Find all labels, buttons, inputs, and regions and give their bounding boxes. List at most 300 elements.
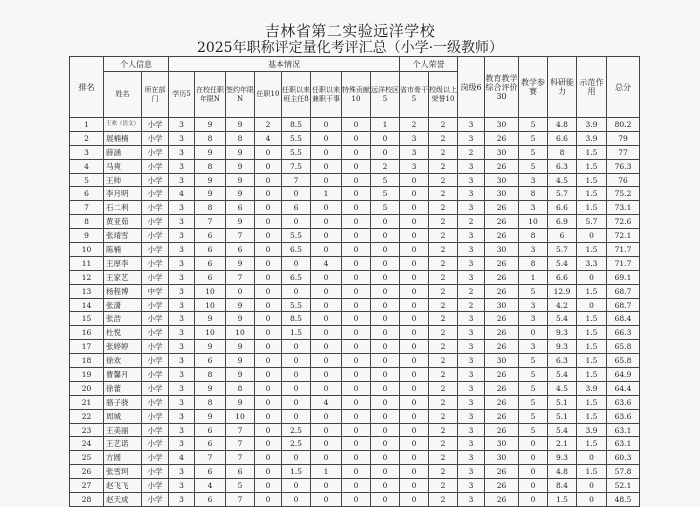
cell-research: 0 [519, 479, 548, 493]
cell-research: 1 [519, 270, 548, 284]
cell-contract-years: 9 [226, 145, 255, 159]
cell-research: 0 [519, 451, 548, 465]
cell-rank: 8 [70, 215, 104, 229]
cell-name: 王欢（语文） [104, 118, 142, 132]
cell-duty: 0 [255, 381, 282, 395]
cell-dept: 小学 [142, 270, 169, 284]
cell-research: 10 [519, 215, 548, 229]
cell-duty: 0 [255, 187, 282, 201]
cell-rank: 2 [70, 131, 104, 145]
header-special: 特殊贡献10 [342, 72, 371, 118]
cell-duty: 0 [255, 451, 282, 465]
cell-remote: 0 [371, 465, 400, 479]
cell-research: 5 [519, 118, 548, 132]
cell-special: 0 [342, 340, 371, 354]
cell-total: 68.4 [607, 312, 640, 326]
cell-rank: 9 [70, 229, 104, 243]
cell-provincial: 0 [400, 354, 429, 368]
cell-middle-cadre: 0 [311, 159, 342, 173]
cell-model: 1.5 [577, 437, 607, 451]
cell-contract-years: 7 [226, 451, 255, 465]
cell-dept: 小学 [142, 145, 169, 159]
cell-rank: 1 [70, 118, 104, 132]
cell-middle-cadre: 0 [311, 201, 342, 215]
cell-school-honor: 2 [429, 173, 458, 187]
cell-dept: 小学 [142, 159, 169, 173]
cell-middle-cadre: 1 [311, 187, 342, 201]
cell-teaching-eval: 26 [485, 326, 519, 340]
cell-rank: 21 [70, 395, 104, 409]
cell-post: 3 [458, 423, 485, 437]
cell-school-years: 6 [195, 229, 226, 243]
cell-edu: 3 [169, 326, 195, 340]
cell-ability: 6.9 [548, 215, 577, 229]
cell-post: 3 [458, 451, 485, 465]
cell-total: 66.3 [607, 326, 640, 340]
cell-dept: 小学 [142, 437, 169, 451]
cell-name: 周城 [104, 409, 142, 423]
table-row [70, 270, 640, 284]
cell-middle-cadre: 0 [311, 493, 342, 507]
cell-school-honor: 2 [429, 423, 458, 437]
cell-special: 0 [342, 409, 371, 423]
cell-contract-years: 9 [226, 354, 255, 368]
cell-middle-cadre: 0 [311, 437, 342, 451]
cell-model: 1.5 [577, 312, 607, 326]
cell-contract-years: 9 [226, 187, 255, 201]
cell-ability: 9.3 [548, 340, 577, 354]
cell-research: 3 [519, 298, 548, 312]
cell-name: 王艺诺 [104, 437, 142, 451]
cell-school-honor: 2 [429, 340, 458, 354]
cell-ability: 5.7 [548, 243, 577, 257]
cell-head-teacher: 1.5 [282, 326, 311, 340]
cell-special: 0 [342, 423, 371, 437]
cell-edu: 3 [169, 409, 195, 423]
cell-dept: 小学 [142, 256, 169, 270]
header-middle-cadre: 任职以来兼职干事 [311, 72, 342, 118]
cell-edu: 3 [169, 437, 195, 451]
header-model: 示范作用 [577, 57, 607, 118]
cell-contract-years: 9 [226, 340, 255, 354]
table-row [70, 395, 640, 409]
cell-dept: 小学 [142, 201, 169, 215]
cell-middle-cadre: 0 [311, 145, 342, 159]
cell-head-teacher: 0 [282, 256, 311, 270]
cell-ability: 6.3 [548, 354, 577, 368]
group-basic: 基本情况 [169, 57, 400, 72]
cell-school-honor: 2 [429, 270, 458, 284]
cell-middle-cadre: 0 [311, 451, 342, 465]
cell-duty: 0 [255, 243, 282, 257]
cell-teaching-eval: 26 [485, 368, 519, 382]
cell-total: 69.1 [607, 270, 640, 284]
cell-model: 0 [577, 479, 607, 493]
cell-provincial: 0 [400, 173, 429, 187]
cell-edu: 3 [169, 493, 195, 507]
cell-post: 3 [458, 256, 485, 270]
cell-model: 1.5 [577, 145, 607, 159]
score-table-body [70, 118, 640, 507]
cell-head-teacher: 7 [282, 173, 311, 187]
cell-school-years: 6 [195, 270, 226, 284]
cell-contract-years: 7 [226, 437, 255, 451]
cell-post: 3 [458, 131, 485, 145]
cell-rank: 26 [70, 465, 104, 479]
cell-school-years: 8 [195, 159, 226, 173]
cell-head-teacher: 8.5 [282, 118, 311, 132]
cell-ability: 4.5 [548, 173, 577, 187]
cell-remote: 0 [371, 423, 400, 437]
cell-school-years: 6 [195, 465, 226, 479]
cell-provincial: 0 [400, 229, 429, 243]
cell-dept: 小学 [142, 423, 169, 437]
cell-ability: 5.4 [548, 368, 577, 382]
table-row [70, 131, 640, 145]
table-row [70, 409, 640, 423]
cell-teaching-eval: 30 [485, 243, 519, 257]
cell-research: 0 [519, 326, 548, 340]
cell-research: 8 [519, 256, 548, 270]
cell-contract-years: 10 [226, 326, 255, 340]
cell-total: 63.1 [607, 437, 640, 451]
cell-school-years: 10 [195, 298, 226, 312]
cell-ability: 9.3 [548, 326, 577, 340]
cell-teaching-eval: 26 [485, 465, 519, 479]
header-remote: 远洋校区5 [371, 72, 400, 118]
cell-dept: 小学 [142, 173, 169, 187]
cell-name: 薛涵 [104, 145, 142, 159]
cell-name: 王家艺 [104, 270, 142, 284]
cell-special: 0 [342, 465, 371, 479]
cell-name: 骆子骁 [104, 395, 142, 409]
cell-model: 1.5 [577, 201, 607, 215]
cell-remote: 0 [371, 284, 400, 298]
cell-model: 0 [577, 229, 607, 243]
cell-head-teacher: 6 [282, 201, 311, 215]
cell-ability: 5.7 [548, 187, 577, 201]
cell-contract-years: 6 [226, 243, 255, 257]
cell-research: 3 [519, 173, 548, 187]
cell-name: 赵飞飞 [104, 479, 142, 493]
header-dept: 所在部门 [142, 72, 169, 118]
cell-name: 张潇 [104, 298, 142, 312]
cell-name: 张雪珂 [104, 465, 142, 479]
cell-name: 杜悦 [104, 326, 142, 340]
cell-school-years: 9 [195, 340, 226, 354]
cell-model: 3.9 [577, 381, 607, 395]
cell-school-honor: 2 [429, 118, 458, 132]
cell-provincial: 0 [400, 284, 429, 298]
cell-ability: 6 [548, 229, 577, 243]
cell-provincial: 0 [400, 409, 429, 423]
cell-school-honor: 2 [429, 131, 458, 145]
cell-edu: 3 [169, 465, 195, 479]
cell-special: 0 [342, 270, 371, 284]
cell-school-honor: 2 [429, 368, 458, 382]
cell-total: 72.6 [607, 215, 640, 229]
cell-total: 64.4 [607, 381, 640, 395]
cell-model: 3.9 [577, 118, 607, 132]
cell-model: 0 [577, 270, 607, 284]
cell-dept: 小学 [142, 368, 169, 382]
cell-research: 3 [519, 340, 548, 354]
cell-middle-cadre: 0 [311, 173, 342, 187]
cell-name: 杨程博 [104, 284, 142, 298]
cell-rank: 15 [70, 312, 104, 326]
cell-school-years: 6 [195, 354, 226, 368]
cell-research: 5 [519, 395, 548, 409]
cell-duty: 2 [255, 118, 282, 132]
cell-school-honor: 2 [429, 256, 458, 270]
cell-model: 1.5 [577, 159, 607, 173]
cell-contract-years: 9 [226, 298, 255, 312]
cell-remote: 0 [371, 256, 400, 270]
cell-school-years: 8 [195, 201, 226, 215]
cell-special: 0 [342, 479, 371, 493]
cell-name: 王美丽 [104, 423, 142, 437]
cell-duty: 0 [255, 326, 282, 340]
cell-model: 3.9 [577, 423, 607, 437]
group-personal-info: 个人信息 [104, 57, 169, 72]
cell-teaching-eval: 30 [485, 173, 519, 187]
cell-school-honor: 2 [429, 312, 458, 326]
cell-school-honor: 2 [429, 229, 458, 243]
table-row [70, 243, 640, 257]
cell-contract-years: 9 [226, 256, 255, 270]
cell-dept: 小学 [142, 479, 169, 493]
cell-total: 63.1 [607, 423, 640, 437]
cell-special: 0 [342, 381, 371, 395]
cell-rank: 19 [70, 368, 104, 382]
cell-middle-cadre: 0 [311, 312, 342, 326]
cell-school-honor: 2 [429, 215, 458, 229]
cell-school-honor: 2 [429, 354, 458, 368]
cell-duty: 0 [255, 423, 282, 437]
cell-middle-cadre: 0 [311, 270, 342, 284]
cell-remote: 0 [371, 437, 400, 451]
cell-model: 1.5 [577, 187, 607, 201]
cell-school-years: 8 [195, 368, 226, 382]
cell-provincial: 0 [400, 312, 429, 326]
cell-dept: 中学 [142, 284, 169, 298]
header-rank: 排名 [70, 57, 104, 118]
cell-name: 曹馨月 [104, 368, 142, 382]
cell-contract-years: 9 [226, 159, 255, 173]
cell-duty: 0 [255, 270, 282, 284]
cell-special: 0 [342, 201, 371, 215]
cell-head-teacher: 0 [282, 354, 311, 368]
cell-post: 3 [458, 340, 485, 354]
table-row [70, 229, 640, 243]
cell-provincial: 0 [400, 451, 429, 465]
cell-research: 3 [519, 243, 548, 257]
cell-rank: 14 [70, 298, 104, 312]
table-row [70, 423, 640, 437]
cell-head-teacher: 6.5 [282, 270, 311, 284]
cell-head-teacher: 0 [282, 395, 311, 409]
cell-edu: 3 [169, 229, 195, 243]
cell-research: 5 [519, 131, 548, 145]
cell-rank: 28 [70, 493, 104, 507]
cell-head-teacher: 0 [282, 187, 311, 201]
cell-total: 60.3 [607, 451, 640, 465]
cell-duty: 0 [255, 368, 282, 382]
cell-post: 2 [458, 298, 485, 312]
cell-teaching-eval: 26 [485, 409, 519, 423]
cell-teaching-eval: 26 [485, 215, 519, 229]
cell-ability: 5.4 [548, 423, 577, 437]
cell-total: 52.1 [607, 479, 640, 493]
cell-post: 3 [458, 395, 485, 409]
cell-middle-cadre: 1 [311, 465, 342, 479]
cell-school-years: 8 [195, 395, 226, 409]
score-table [69, 56, 640, 507]
cell-edu: 3 [169, 423, 195, 437]
cell-model: 1.5 [577, 326, 607, 340]
cell-provincial: 0 [400, 215, 429, 229]
cell-head-teacher: 2.5 [282, 423, 311, 437]
cell-teaching-eval: 26 [485, 312, 519, 326]
cell-remote: 0 [371, 395, 400, 409]
cell-special: 0 [342, 187, 371, 201]
cell-special: 0 [342, 256, 371, 270]
document-subtitle: 2025年职称评定量化考评汇总（小学·一级教师） [196, 40, 504, 56]
cell-head-teacher: 0 [282, 368, 311, 382]
cell-research: 3 [519, 201, 548, 215]
cell-teaching-eval: 30 [485, 437, 519, 451]
cell-middle-cadre: 0 [311, 326, 342, 340]
cell-total: 68.7 [607, 284, 640, 298]
header-school-honor: 校级以上荣誉10 [429, 72, 458, 118]
cell-name: 展楠楠 [104, 131, 142, 145]
cell-school-honor: 2 [429, 298, 458, 312]
cell-edu: 3 [169, 173, 195, 187]
cell-rank: 24 [70, 437, 104, 451]
cell-remote: 0 [371, 270, 400, 284]
cell-research: 5 [519, 145, 548, 159]
cell-ability: 1.5 [548, 493, 577, 507]
cell-dept: 小学 [142, 451, 169, 465]
cell-contract-years: 9 [226, 395, 255, 409]
cell-remote: 0 [371, 354, 400, 368]
cell-rank: 3 [70, 145, 104, 159]
cell-ability: 2.1 [548, 437, 577, 451]
group-honor: 个人荣誉 [400, 57, 458, 72]
header-duty: 任职10 [255, 72, 282, 118]
cell-ability: 5.4 [548, 312, 577, 326]
cell-edu: 3 [169, 312, 195, 326]
cell-total: 80.2 [607, 118, 640, 132]
cell-edu: 3 [169, 145, 195, 159]
cell-model: 0 [577, 451, 607, 465]
cell-middle-cadre: 0 [311, 284, 342, 298]
cell-school-years: 6 [195, 256, 226, 270]
cell-teaching-eval: 30 [485, 118, 519, 132]
cell-remote: 0 [371, 493, 400, 507]
cell-head-teacher: 8.5 [282, 312, 311, 326]
cell-remote: 0 [371, 131, 400, 145]
cell-dept: 小学 [142, 131, 169, 145]
cell-special: 0 [342, 451, 371, 465]
header-school-years: 在校任职年限N [195, 72, 226, 118]
cell-post: 3 [458, 326, 485, 340]
cell-duty: 0 [255, 395, 282, 409]
cell-provincial: 0 [400, 270, 429, 284]
header-contract-years: 签约年限N [226, 72, 255, 118]
cell-remote: 0 [371, 243, 400, 257]
cell-edu: 3 [169, 395, 195, 409]
cell-model: 0 [577, 493, 607, 507]
cell-head-teacher: 0 [282, 479, 311, 493]
cell-ability: 6.6 [548, 201, 577, 215]
cell-post: 2 [458, 145, 485, 159]
cell-research: 0 [519, 493, 548, 507]
cell-contract-years: 6 [226, 201, 255, 215]
cell-school-honor: 2 [429, 201, 458, 215]
cell-ability: 6.6 [548, 131, 577, 145]
cell-contract-years: 9 [226, 118, 255, 132]
cell-research: 5 [519, 368, 548, 382]
cell-remote: 5 [371, 187, 400, 201]
cell-model: 0 [577, 298, 607, 312]
cell-rank: 4 [70, 159, 104, 173]
cell-provincial: 0 [400, 368, 429, 382]
cell-edu: 3 [169, 354, 195, 368]
cell-edu: 3 [169, 256, 195, 270]
cell-post: 2 [458, 215, 485, 229]
cell-model: 3.3 [577, 256, 607, 270]
cell-special: 0 [342, 118, 371, 132]
table-row [70, 312, 640, 326]
cell-ability: 9.3 [548, 451, 577, 465]
cell-provincial: 3 [400, 131, 429, 145]
cell-edu: 3 [169, 159, 195, 173]
cell-ability: 5.4 [548, 256, 577, 270]
cell-head-teacher: 1.5 [282, 465, 311, 479]
cell-rank: 16 [70, 326, 104, 340]
cell-head-teacher: 7.5 [282, 159, 311, 173]
cell-middle-cadre: 0 [311, 368, 342, 382]
cell-teaching-eval: 26 [485, 493, 519, 507]
cell-rank: 20 [70, 381, 104, 395]
cell-total: 76.3 [607, 159, 640, 173]
cell-post: 3 [458, 243, 485, 257]
cell-research: 5 [519, 381, 548, 395]
table-row [70, 118, 640, 132]
table-row [70, 381, 640, 395]
cell-name: 王厚李 [104, 256, 142, 270]
cell-teaching-eval: 26 [485, 229, 519, 243]
header-ability: 科研能力 [548, 57, 577, 118]
cell-dept: 小学 [142, 465, 169, 479]
cell-contract-years: 8 [226, 131, 255, 145]
cell-duty: 0 [255, 173, 282, 187]
cell-post: 3 [458, 368, 485, 382]
cell-provincial: 0 [400, 326, 429, 340]
cell-remote: 0 [371, 145, 400, 159]
cell-edu: 3 [169, 243, 195, 257]
cell-school-honor: 2 [429, 465, 458, 479]
cell-head-teacher: 0 [282, 451, 311, 465]
cell-dept: 小学 [142, 312, 169, 326]
cell-post: 3 [458, 381, 485, 395]
cell-duty: 0 [255, 479, 282, 493]
cell-ability: 4.8 [548, 118, 577, 132]
cell-rank: 23 [70, 423, 104, 437]
cell-provincial: 0 [400, 437, 429, 451]
cell-edu: 4 [169, 187, 195, 201]
